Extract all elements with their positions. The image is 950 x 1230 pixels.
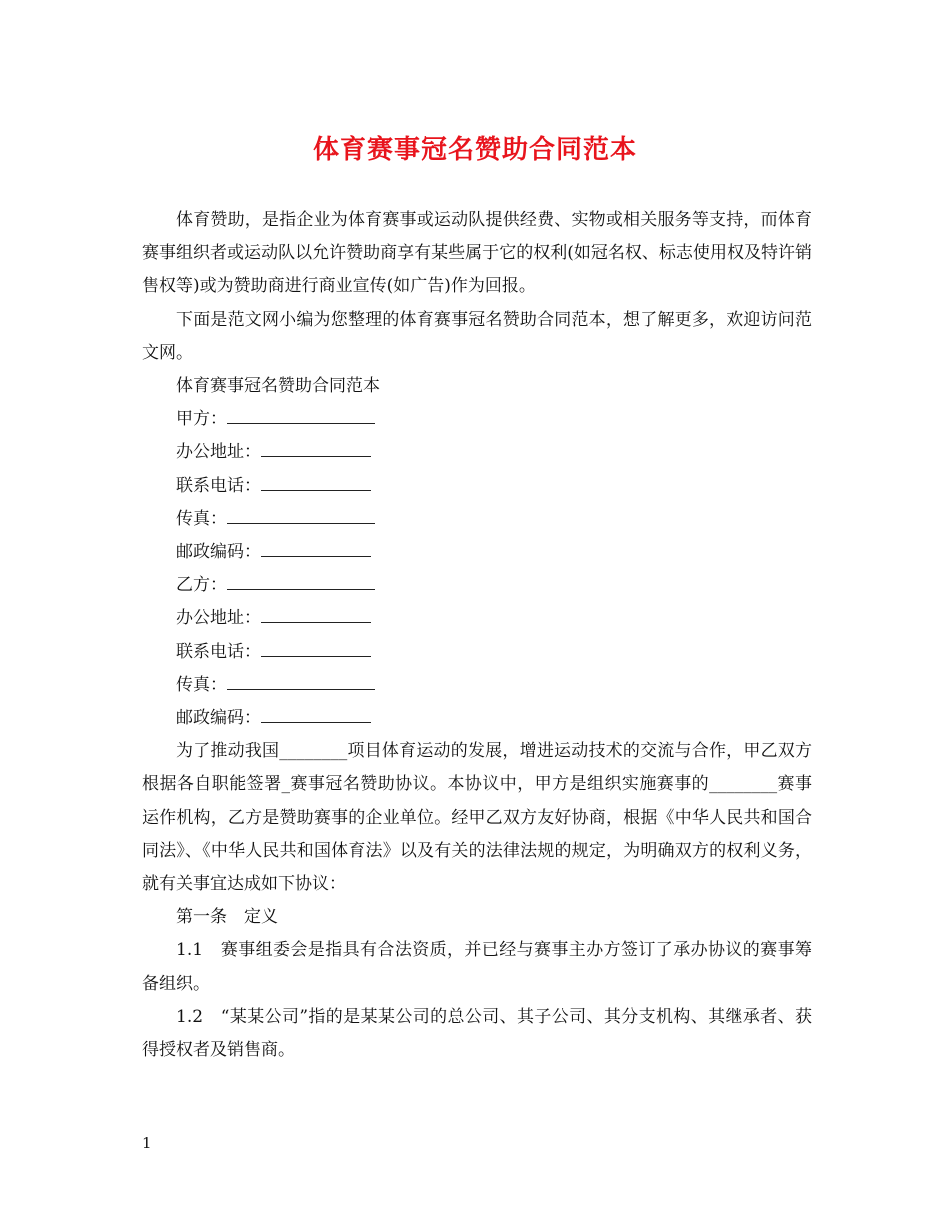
party-a-label: 甲方： (176, 409, 227, 430)
contract-heading: 体育赛事冠名赞助合同范本 (176, 376, 380, 397)
party-a-address-row (142, 436, 812, 469)
party-b-label: 乙方： (176, 575, 227, 596)
party-a-address-label: 办公地址： (176, 442, 261, 463)
party-b-phone-row (142, 636, 812, 669)
document-body (142, 204, 812, 1067)
party-b-fax-label: 传真： (176, 674, 227, 695)
party-a-fax-row (142, 503, 812, 536)
party-b-name-row (142, 569, 812, 602)
party-b-blank (227, 575, 375, 590)
party-a-postcode-blank (261, 542, 371, 557)
party-a-phone-label: 联系电话： (176, 475, 261, 496)
party-a-postcode-row (142, 536, 812, 569)
clause-paragraph: 1.2 “某某公司”指的是某某公司的总公司、其子公司、其分支机构、其继承者、获得授权者及销售商。 (142, 1006, 812, 1061)
party-b-address-label: 办公地址： (176, 608, 261, 629)
party-a-postcode-label: 邮政编码： (176, 542, 261, 563)
page-number: 1 (142, 1134, 152, 1152)
party-a-address-blank (261, 442, 371, 457)
party-a-phone-row (142, 470, 812, 503)
party-b-phone-label: 联系电话： (176, 641, 261, 662)
party-a-fax-label: 传真： (176, 508, 227, 529)
party-b-postcode-label: 邮政编码： (176, 708, 261, 729)
party-a-blank (227, 409, 375, 424)
party-a-fax-blank (227, 509, 375, 524)
page-title: 体育赛事冠名赞助合同范本 (312, 135, 637, 165)
party-b-address-blank (261, 608, 371, 623)
intro-paragraph: 下面是范文网小编为您整理的体育赛事冠名赞助合同范本，想了解更多，欢迎访问范文网。 (142, 309, 812, 363)
party-b-fax-row (142, 669, 812, 702)
party-b-address-row (142, 602, 812, 635)
article-heading: 第一条 定义 (176, 907, 278, 928)
party-b-phone-blank (261, 642, 371, 657)
party-b-fax-blank (227, 675, 375, 690)
clause-paragraph: 1.1 赛事组委会是指具有合法资质，并已经与赛事主办方签订了承办协议的赛事筹备组织。 (142, 940, 812, 994)
party-b-postcode-row (142, 702, 812, 735)
party-a-name-row (142, 403, 812, 436)
party-b-postcode-blank (261, 708, 371, 723)
party-a-phone-blank (261, 476, 371, 491)
intro-paragraph: 体育赞助，是指企业为体育赛事或运动队提供经费、实物或相关服务等支持，而体育赛事组织者或运动队以允许赞助商享有某些属于它的权利(如冠名权、标志使用权及特许销售权等)或为赞助商进行商业宣传(如广告)作为回报。 (142, 210, 812, 297)
preamble-paragraph: 为了推动我国________项目体育运动的发展，增进运动技术的交流与合作，甲乙双方根据各自职能签署_赛事冠名赞助协议。本协议中，甲方是组织实施赛事的________赛事运作机构，乙方是赞助赛事的企业单位。经甲乙双方友好协商，根据《中华人民共和国合同法》、《中华人民共和国体育法》以及有关的法律法规的规定，为明确双方的权利义务，就有关事宜达成如下协议： (142, 741, 812, 895)
